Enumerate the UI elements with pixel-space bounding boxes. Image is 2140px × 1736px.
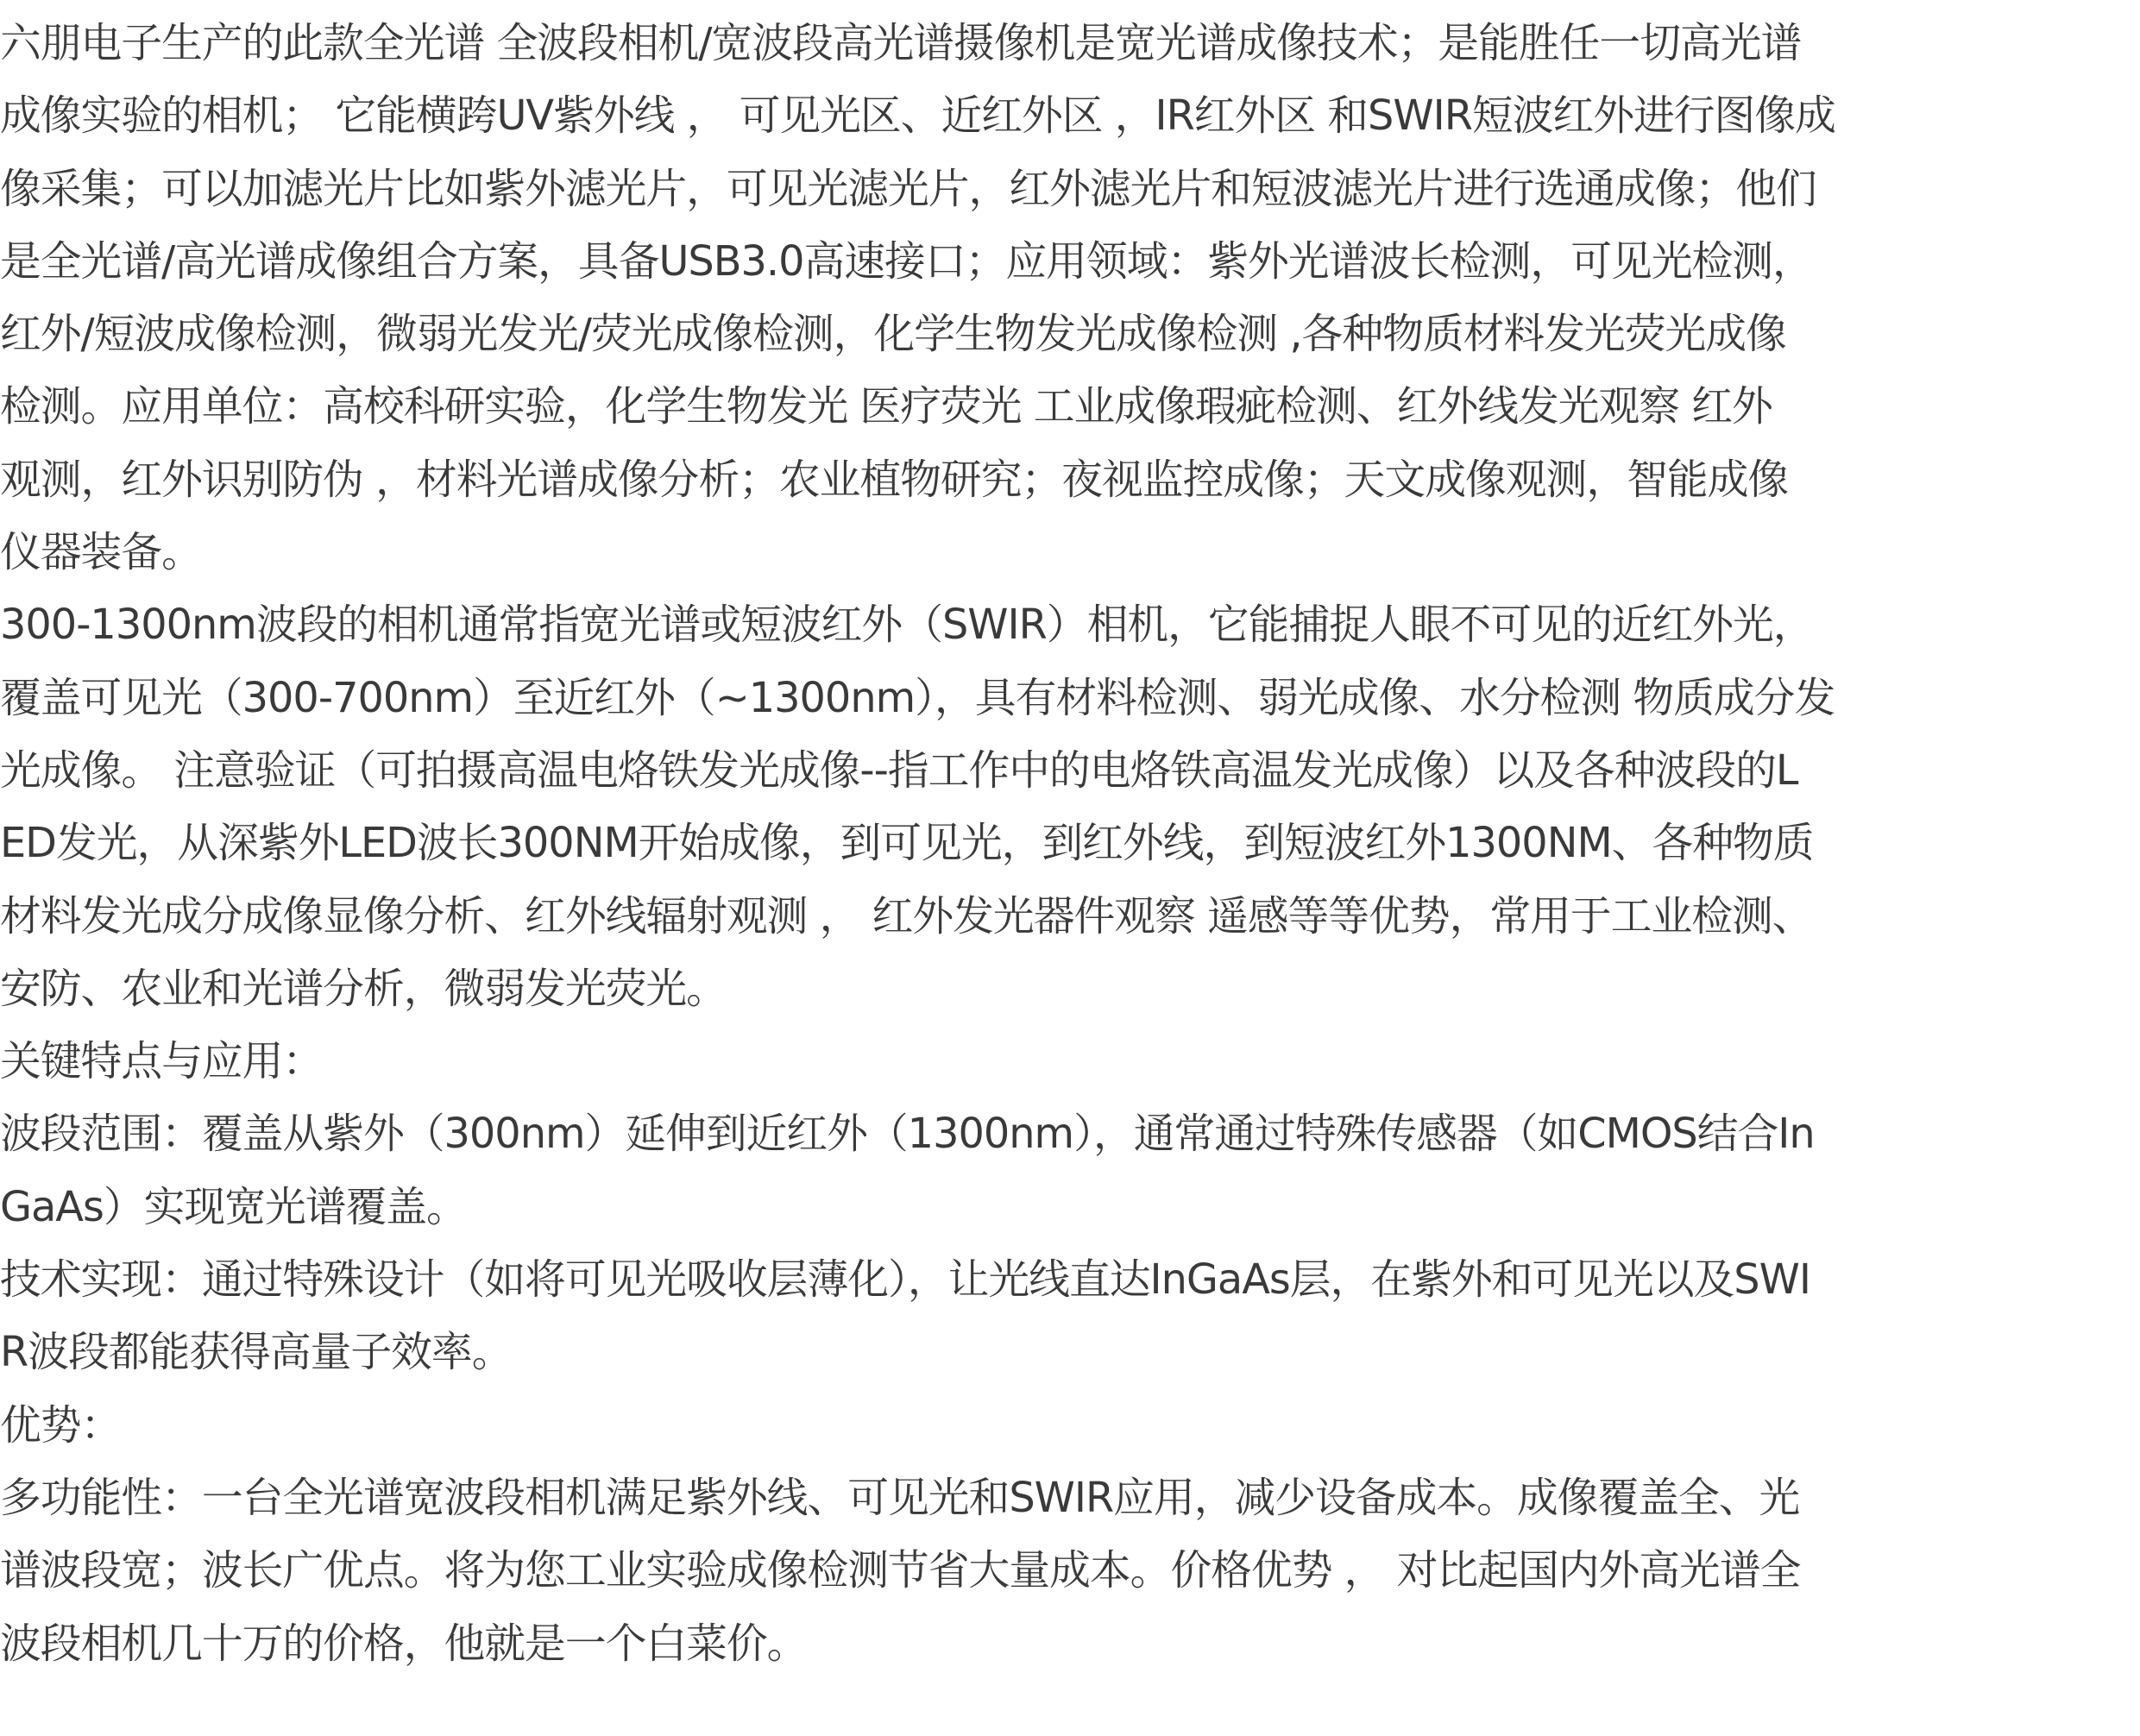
document-body (0, 7, 2140, 1680)
paragraph-advantages-heading (0, 1389, 2140, 1462)
text-line: 技术实现：通过特殊设计（如将可见光吸收层薄化），让光线直达InGaAs层，在紫外和可见光以及SWI (0, 1255, 1810, 1305)
text-line: 观测，红外识别防伪 ，材料光谱成像分析；农业植物研究；夜视监控成像；天文成像观测，智能成像 (0, 455, 1789, 504)
text-line: 是全光谱/高光谱成像组合方案，具备USB3.0高速接口；应用领域：紫外光谱波长检测，可见光检测， (0, 236, 1813, 286)
text-line: 波段范围：覆盖从紫外（300nm）延伸到近红外（1300nm），通常通过特殊传感器（如CMOS结合In (0, 1110, 1815, 1159)
paragraph-wavelength-overview (0, 588, 2140, 1025)
text-line: 300-1300nm波段的相机通常指宽光谱或短波红外（SWIR）相机，它能捕捉人眼不可见的近红外光， (0, 601, 1814, 650)
text-line: 安防、农业和光谱分析，微弱发光荧光。 (0, 964, 727, 1013)
text-line: 六朋电子生产的此款全光谱 全波段相机/宽波段高光谱摄像机是宽光谱成像技术；是能胜任一切高光谱 (0, 19, 1802, 67)
text-line: 谱波段宽；波长广优点。将为您工业实验成像检测节省大量成本。价格优势 ， 对比起国内外高光谱全 (0, 1546, 1801, 1595)
text-line: GaAs）实现宽光谱覆盖。 (0, 1182, 467, 1231)
text-line: 红外/短波成像检测，微弱光发光/荧光成像检测，化学生物发光成像检测 ,各种物质材料发光荧光成像 (0, 310, 1786, 359)
text-line: 覆盖可见光（300-700nm）至近红外（~1300nm），具有材料检测、弱光成像、水分检测 物质成分发 (0, 673, 1835, 722)
text-line: 材料发光成分成像显像分析、红外线辐射观测 ， 红外发光器件观察 遥感等等优势，常用于工业检测、 (0, 891, 1813, 940)
paragraph-technical-implementation (0, 1243, 2140, 1389)
text-line: 多功能性：一台全光谱宽波段相机满足紫外线、可见光和SWIR应用，减少设备成本。成像覆盖全、光 (0, 1473, 1800, 1522)
text-line: ED发光，从深紫外LED波长300NM开始成像，到可见光，到红外线，到短波红外1300NM、各种物质 (0, 819, 1814, 868)
paragraph-product-intro (0, 7, 2140, 588)
paragraph-multifunction (0, 1462, 2140, 1680)
text-line: 成像实验的相机； 它能横跨UV紫外线 ， 可见光区、近红外区 ，IR红外区 和SWIR短波红外进行图像成 (0, 91, 1835, 141)
paragraph-key-features-heading (0, 1025, 2140, 1098)
text-line: 仪器装备。 (0, 528, 202, 577)
text-line: R波段都能获得高量子效率。 (0, 1328, 513, 1377)
paragraph-band-range (0, 1098, 2140, 1243)
text-line: 像采集；可以加滤光片比如紫外滤光片，可见光滤光片，红外滤光片和短波滤光片进行选通成像；他们 (0, 164, 1816, 213)
text-line: 检测。应用单位：高校科研实验，化学生物发光 医疗荧光 工业成像瑕疵检测、红外线发光观察 红外 (0, 382, 1772, 431)
text-line: 波段相机几十万的价格，他就是一个白菜价。 (0, 1619, 808, 1668)
text-line: 优势： (0, 1400, 122, 1450)
text-line: 关键特点与应用： (0, 1037, 324, 1086)
text-line: 光成像。 注意验证（可拍摄高温电烙铁发光成像--指工作中的电烙铁高温发光成像）以及各种波段的L (0, 745, 1798, 795)
